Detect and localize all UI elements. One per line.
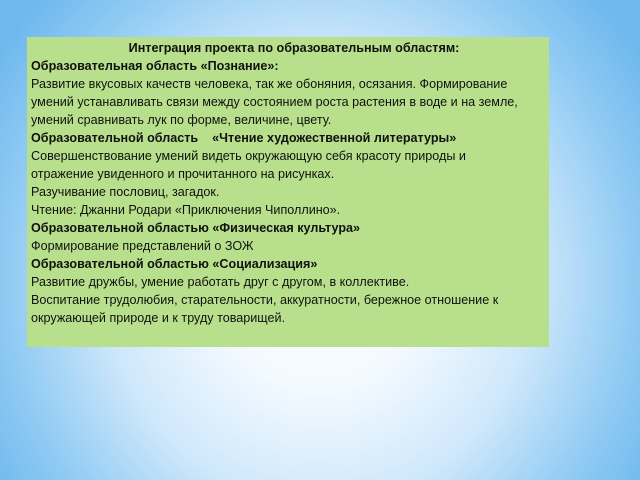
text-line: умений устанавливать связи между состоянием роста растения в воде и на земле, [31,95,518,109]
text-line: Разучивание пословиц, загадок. [31,185,220,199]
text-line: Чтение: Джанни Родари «Приключения Чиполлино». [31,203,341,217]
content-panel [27,37,549,347]
section-heading-socialization: Образовательной областью «Социализация» [31,257,318,271]
section-heading-cognition: Образовательная область «Познание»: [31,59,279,73]
text-line: окружающей природе и к труду товарищей. [31,311,286,325]
text-line: умений сравнивать лук по форме, величине, цвету. [31,113,332,127]
text-line: Развитие вкусовых качеств человека, так же обоняния, осязания. Формирование [31,77,508,91]
text-line: Развитие дружбы, умение работать друг с другом, в коллективе. [31,275,410,289]
panel-title: Интеграция проекта по образовательным областям: [128,41,460,55]
section-heading-literature: Образовательной область «Чтение художественной литературы» [31,131,457,145]
section-heading-physical-culture: Образовательной областью «Физическая культура» [31,221,361,235]
text-line: отражение увиденного и прочитанного на рисунках. [31,167,335,181]
text-line: Совершенствование умений видеть окружающую себя красоту природы и [31,149,466,163]
text-line: Воспитание трудолюбия, старательности, аккуратности, бережное отношение к [31,293,499,307]
text-line: Формирование представлений о ЗОЖ [31,239,254,253]
